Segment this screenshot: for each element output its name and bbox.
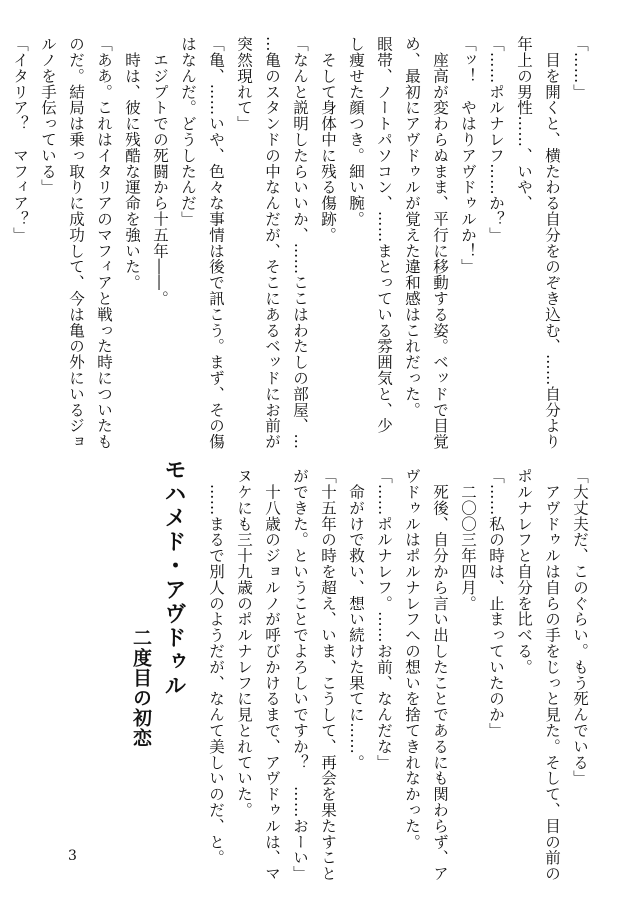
text-line: 「十五年の時を超え、いま、こうして、再会を果たすこと [319, 468, 337, 882]
text-line: 「……私の時は、止まっていたのか」 [487, 468, 505, 739]
text-line: 「大丈夫だ、このぐらい。もう死んでいる」 [571, 468, 589, 786]
text-line: 「……ポルナレフ……か？」 [487, 36, 505, 243]
text-line: アヴドゥルは自らの手をじっと見た。そして、目の前の [543, 468, 561, 882]
text-line: 「ああ。これはイタリアのマフィアと戦った時についたも [95, 36, 113, 450]
page-number: 3 [68, 848, 77, 864]
text-line: ヴドゥルはポルナレフへの想いを捨てきれなかった。 [403, 468, 421, 850]
text-line: 「ッ！ やはりアヴドゥルか！」 [459, 36, 477, 275]
text-line: ポルナレフと自分を比べる。 [515, 468, 533, 675]
text-line: ルノを手伝っている」 [39, 36, 57, 195]
text-block-bottom [202, 468, 594, 882]
text-line: 「イタリア？ マフィア？」 [11, 36, 29, 243]
text-line: 「亀、……いや、色々な事情は後で訊こう。まず、その傷 [207, 36, 225, 450]
text-line: 座高が変わらぬまま、平行に移動する姿。ベッドで目覚 [431, 36, 449, 450]
text-line: のだ。結局は乗っ取りに成功して、今は亀の外にいるジョ [67, 36, 85, 450]
text-line: …亀のスタンドの中なんだが、そこにあるベッドにお前が [263, 36, 281, 450]
text-line: し痩せた顔つき。細い腕。 [347, 36, 365, 227]
text-line: ……まるで別人のようだが、なんて美しいのだ、と。 [207, 468, 225, 866]
text-line: ヌケにも三十九歳のポルナレフに見とれていた。 [235, 468, 253, 818]
text-line: め、最初にアヴドゥルが覚えた違和感はこれだった。 [403, 36, 421, 418]
text-line: 時は、彼に残酷な運命を強いた。 [123, 36, 141, 291]
text-line: 年上の男性……、いや、 [515, 36, 533, 211]
text-line: そして身体中に残る傷跡。 [319, 36, 337, 243]
chapter-subtitle: 二度目の初恋 [130, 628, 152, 748]
text-line: 十八歳のジョルノが呼びかけるまで、アヴドゥルは、マ [263, 468, 281, 882]
text-line: 「……」 [571, 36, 589, 100]
text-line: 眼帯、ノートパソコン、……まとっている雰囲気と、少 [375, 36, 393, 434]
text-line: はなんだ。どうしたんだ」 [179, 36, 197, 227]
text-line: 死後、自分から言い出したことであるにも関わらず、ア [431, 468, 449, 882]
text-line: 命がけで救い、想い続けた果てに……。 [347, 468, 365, 771]
text-line: 「……ポルナレフ。……お前、なんだな」 [375, 468, 393, 771]
text-line: 二〇〇三年四月。 [459, 468, 477, 612]
text-line: 「なんと説明したらいいか、……ここはわたしの部屋、… [291, 36, 309, 450]
text-line: ができた。ということでよろしいですか？ ……おーい」 [291, 468, 309, 882]
chapter-title: モハメド・アヴドゥル [161, 458, 186, 698]
text-block-top [6, 36, 594, 450]
text-line: エジプトでの死闘から十五年――。 [151, 36, 169, 307]
text-line: 目を開くと、横たわる自分をのぞき込む、……自分より [543, 36, 561, 450]
text-line: 突然現れて」 [235, 36, 253, 132]
